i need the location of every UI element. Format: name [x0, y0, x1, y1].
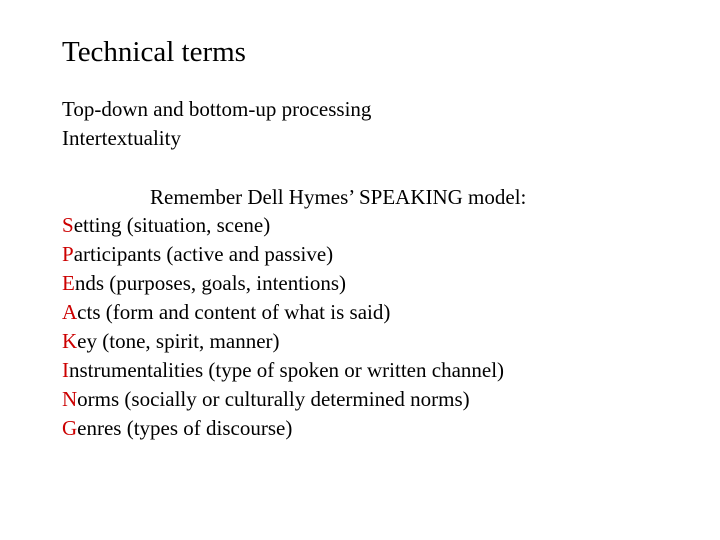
model-initial: P [62, 242, 74, 266]
model-text: orms (socially or culturally determined norms) [77, 387, 470, 411]
model-item-participants [62, 240, 504, 269]
model-initial: N [62, 387, 78, 411]
model-text: enres (types of discourse) [77, 416, 293, 440]
slide-title: Technical terms [62, 36, 246, 68]
model-item-genres [62, 414, 504, 443]
model-text: articipants (active and passive) [73, 242, 334, 266]
model-text: nds (purposes, goals, intentions) [74, 271, 347, 295]
model-text: ey (tone, spirit, manner) [77, 329, 280, 353]
model-item-setting [62, 211, 504, 240]
model-item-key [62, 327, 504, 356]
model-text: nstrumentalities (type of spoken or written channel) [69, 358, 505, 382]
model-initial: G [62, 416, 78, 440]
model-item-norms [62, 385, 504, 414]
speaking-model-list [62, 211, 504, 443]
model-initial: S [62, 213, 74, 237]
model-initial: E [62, 271, 75, 295]
model-item-acts [62, 298, 504, 327]
model-initial: I [62, 358, 69, 382]
model-text: cts (form and content of what is said) [77, 300, 391, 324]
model-text: etting (situation, scene) [73, 213, 271, 237]
model-initial: K [62, 329, 78, 353]
model-item-ends [62, 269, 504, 298]
speaking-model-intro: Remember Dell Hymes’ SPEAKING model: [150, 185, 527, 209]
model-item-instrumentalities [62, 356, 504, 385]
term-intertextuality: Intertextuality [62, 126, 181, 150]
model-initial: A [62, 300, 78, 324]
term-top-down-bottom-up: Top-down and bottom-up processing [62, 97, 372, 121]
terms-list [62, 95, 371, 153]
